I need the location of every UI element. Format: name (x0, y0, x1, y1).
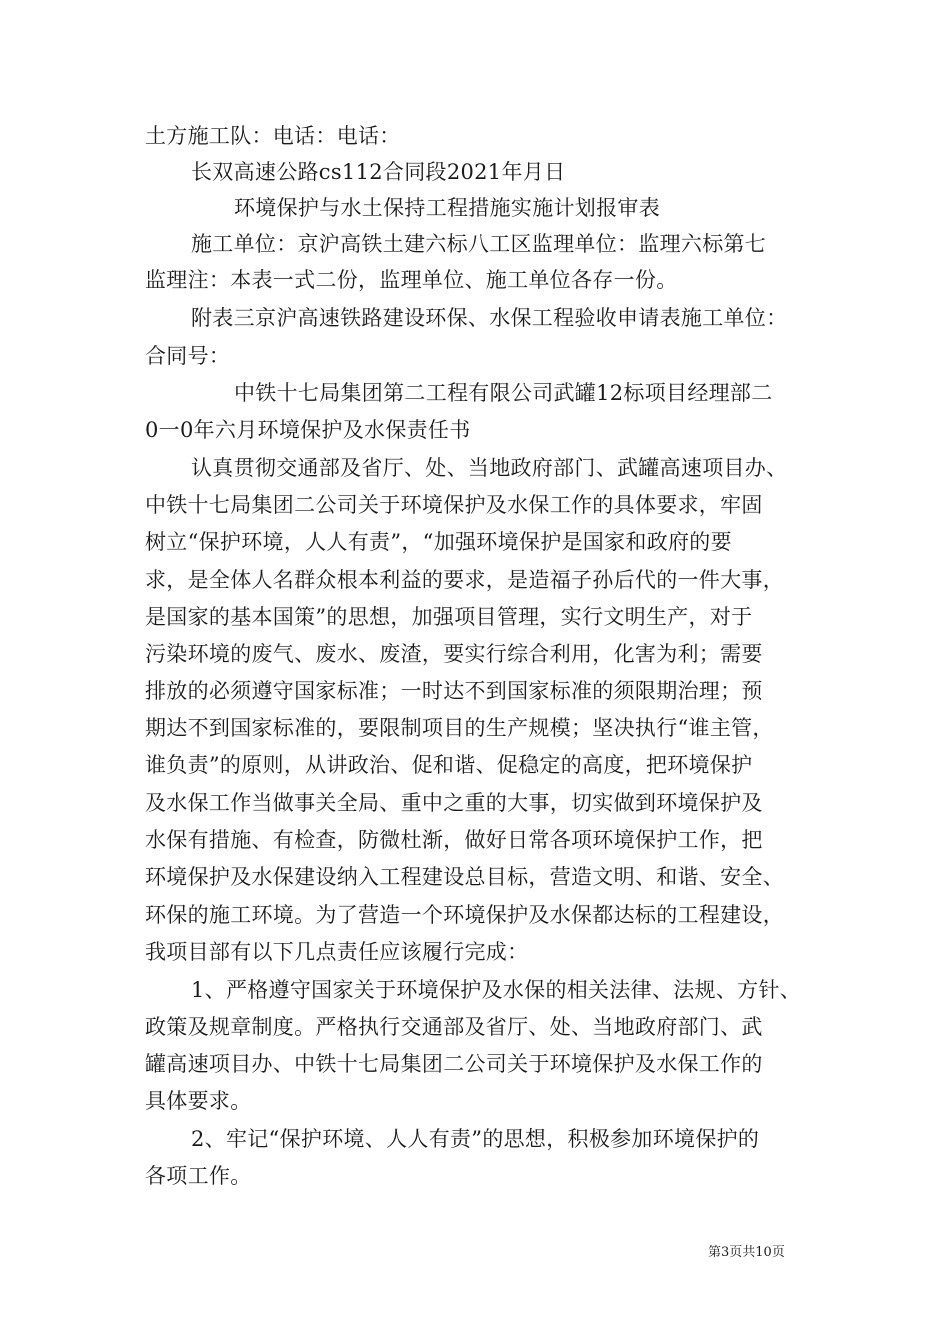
text-line-25: 政策及规章制度。严格执行交通部及省厅、处、当地政府部门、武 (145, 1015, 763, 1039)
text-line-2: 长双高速公路cs112合同段2021年月日 (191, 160, 566, 184)
text-line-5: 监理注：本表一式二份，监理单位、施工单位各存一份。 (145, 268, 678, 292)
text-line-22: 环保的施工环境。为了营造一个环境保护及水保都达标的工程建设， (145, 903, 784, 927)
text-line-8: 中铁十七局集团第二工程有限公司武罐12标项目经理部二 (234, 381, 773, 405)
text-line-20: 水保有措施、有检查，防微杜渐，做好日常各项环境保护工作，把 (145, 828, 763, 852)
text-line-19: 及水保工作当做事关全局、重中之重的大事，切实做到环境保护及 (145, 791, 763, 815)
text-line-15: 污染环境的废气、废水、废渣，要实行综合利用，化害为利；需要 (145, 642, 763, 666)
page-number: 第3页共10页 (708, 1245, 785, 1260)
text-line-16: 排放的必须遵守国家标准；一时达不到国家标准的须限期治理；预 (145, 679, 763, 703)
text-line-10: 认真贯彻交通部及省厅、处、当地政府部门、武罐高速项目办、 (191, 456, 788, 480)
text-line-11: 中铁十七局集团二公司关于环境保护及水保工作的具体要求，牢固 (145, 493, 763, 517)
text-line-6: 附表三京沪高速铁路建设环保、水保工程验收申请表施工单位： (191, 306, 788, 330)
text-line-9: 0一0年六月环境保护及水保责任书 (145, 418, 471, 442)
text-line-7: 合同号： (145, 344, 231, 368)
text-line-24: 1、严格遵守国家关于环境保护及水保的相关法律、法规、方针、 (191, 978, 802, 1002)
text-line-28: 2、牢记“保护环境、人人有责”的思想，积极参加环境保护的 (191, 1127, 760, 1151)
text-line-1: 土方施工队：电话：电话： (145, 124, 401, 148)
text-line-14: 是国家的基本国策”的思想，加强项目管理，实行文明生产，对于 (145, 605, 753, 629)
text-line-3: 环境保护与水土保持工程措施实施计划报审表 (234, 196, 660, 220)
text-line-12: 树立“保护环境，人人有责”，“加强环境保护是国家和政府的要 (145, 530, 732, 554)
text-line-17: 期达不到国家标准的，要限制项目的生产规模；坚决执行“谁主管， (145, 716, 774, 740)
text-line-29: 各项工作。 (145, 1164, 252, 1188)
text-line-23: 我项目部有以下几点责任应该履行完成： (145, 940, 529, 964)
text-line-27: 具体要求。 (145, 1089, 252, 1113)
text-line-4: 施工单位：京沪高铁土建六标八工区监理单位：监理六标第七 (191, 232, 767, 256)
text-line-13: 求，是全体人名群众根本利益的要求，是造福子孙后代的一件大事， (145, 568, 784, 592)
text-line-26: 罐高速项目办、中铁十七局集团二公司关于环境保护及水保工作的 (145, 1052, 763, 1076)
text-line-18: 谁负责”的原则，从讲政治、促和谐、促稳定的高度，把环境保护 (145, 753, 753, 777)
text-line-21: 环境保护及水保建设纳入工程建设总目标，营造文明、和谐、安全、 (145, 865, 784, 889)
